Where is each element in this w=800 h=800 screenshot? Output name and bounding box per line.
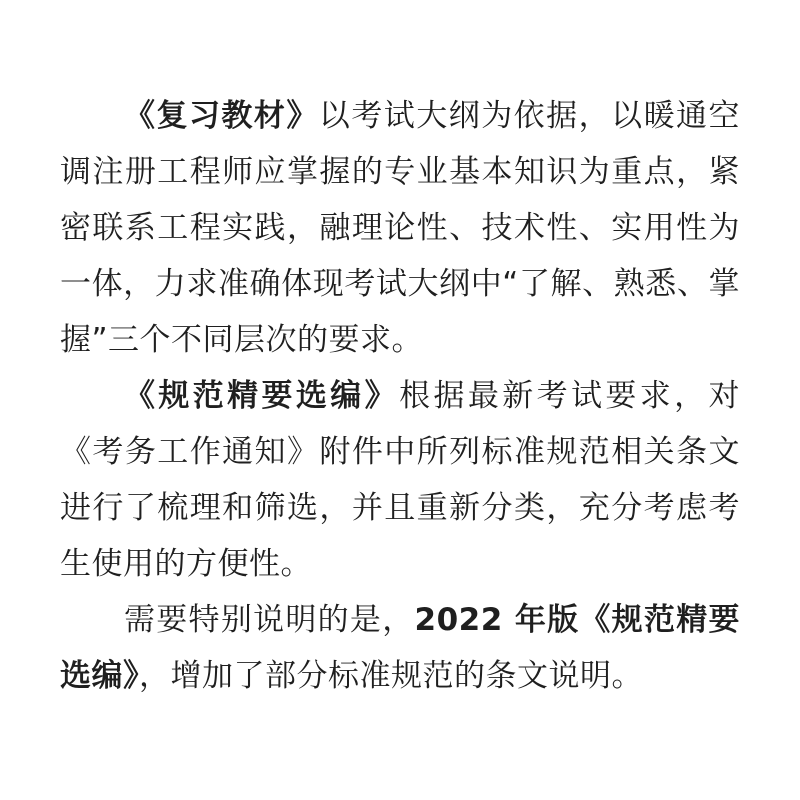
review-materials-description: 以考试大纲为依据，以暖通空调注册工程师应掌握的专业基本知识为重点，紧密联系工程实践，融理论性、技术性、实用性为一体，力求准确体现考试大纲中“了解、熟悉、掌握”三个不同层次的要求。 bbox=[60, 98, 741, 358]
paragraph-standards-selection bbox=[60, 368, 740, 592]
special-note-text: ，增加了部分标准规范的条文说明。 bbox=[139, 658, 643, 694]
standards-selection-description: 根据最新考试要求，对《考务工作通知》附件中所列标准规范相关条文进行了梳理和筛选，并且重新分类，充分考虑考生使用的方便性。 bbox=[60, 378, 741, 582]
review-materials-title: 《复习教材》 bbox=[124, 98, 319, 134]
document-body bbox=[60, 88, 740, 704]
special-note-edition: 2022 年版《规范精要选编》 bbox=[60, 602, 741, 694]
special-note-intro: 需要特别说明的是， bbox=[124, 602, 415, 638]
standards-selection-title: 《规范精要选编》 bbox=[124, 378, 400, 414]
paragraph-special-note bbox=[60, 592, 740, 704]
paragraph-review-materials bbox=[60, 88, 740, 368]
